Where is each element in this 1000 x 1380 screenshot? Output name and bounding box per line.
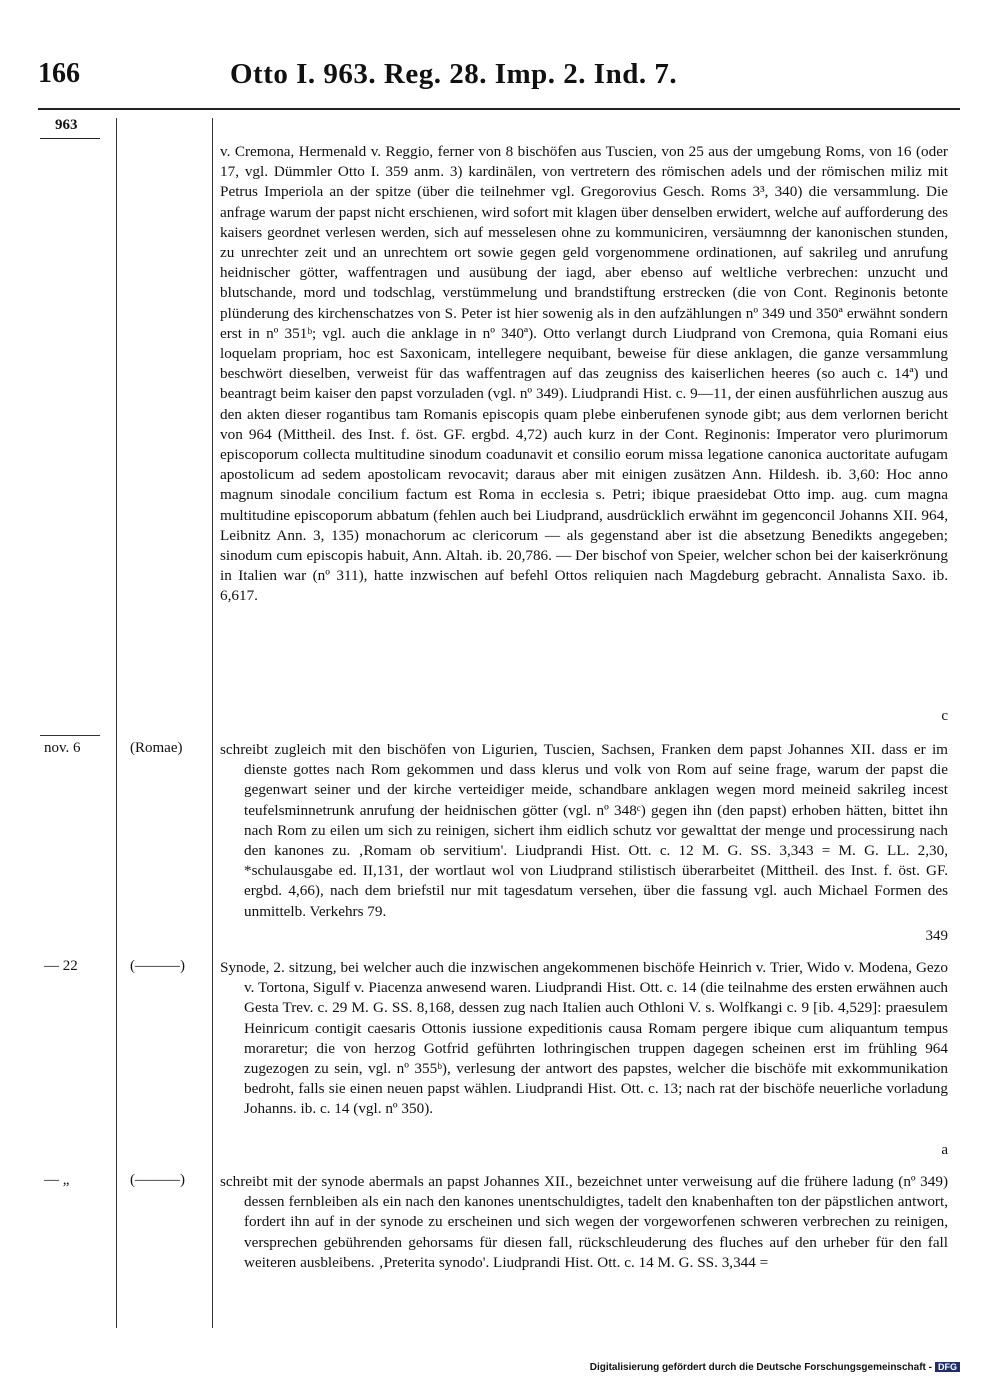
page-title: Otto I. 963. Reg. 28. Imp. 2. Ind. 7. [230, 58, 678, 90]
entry-date: — „ [44, 1172, 70, 1188]
entry-number: a [941, 1142, 948, 1158]
entry-separator [40, 735, 100, 736]
entry-349 [220, 740, 948, 942]
footer-credit [590, 1362, 960, 1373]
page-number: 166 [38, 58, 80, 89]
entry-text: v. Cremona, Hermenald v. Reggio, ferner von 8 bischöfen aus Tuscien, von 25 aus der umgebung Roms, von 16 (oder 17, vgl. Dümmler Otto I. 359 anm. 3) kardinälen, von vertretern des römischen adels und der römischen miliz mit Petrus Imperiola an der spitze (über die teilnehmer vgl. Gregorovius Gesch. Roms 3³, 340) die versammlung. Die anfrage warum der papst nicht erschienen, wird sofort mit klagen über denselben erwidert, welche auf aufforderung des kaisers geordnet verlesen werden, sich auf messelesen ohne zu kommuniciren, versäumnng der kanonischen stunden, zu unrechter zeit und an unrechtem ort sowie gegen geld vorgenommene ordinationen, auf sakrileg und anrufung heidnischer götter, waffentragen und ausübung der iagd, aber ebenso auf weltliche verbrechen: unzucht und blutschande, mord und todschlag, verstümmelung und brandstiftung erstrecken (die von Cont. Reginonis betonte plünderung des kirchenschatzes von S. Peter ist hier sowenig als in den aufzählungen nº 349 und 350ª erwähnt sondern erst in nº 351ᵇ; vgl. auch die anklage in nº 340ª). Otto verlangt durch Liudprand von Cremona, quia Romani eius loquelam propriam, hoc est Saxonicam, intellegere nequibant, beweise für diese anklagen, die ganze versammlung beschwört dieselben, verweist für das waffentragen auf das zeugniss des kaiserlichen heeres (so auch c. 14ª) und beantragt beim kaiser den papst vorzuladen (vgl. nº 349). Liudprandi Hist. c. 9—11, der einen ausführlichen auszug aus den akten dieser rogantibus tam Romanis episcopis quam plebe einberufenen synode gibt; aus dem verlornen bericht von 964 (Mittheil. des Inst. f. öst. GF. ergbd. 4,72) auch kurz in der Cont. Reginonis: Imperator vero plurimorum episcoporum collecta multitudine sinodum coadunavit et consilio eorum missa legatione canonica auctoritate aufugam apostolicum ad sedem apostolicam revocavit; daraus aber mit einigen zusätzen Ann. Hildesh. ib. 3,60: Hoc anno magnum sinodale concilium factum est Roma in ecclesia s. Petri; ibique praesidebat Otto imp. aug. cum magna multitudine episcoporum abbatum (fehlen auch bei Liudprand, ausdrücklich erwähnt im gegenconcil Johanns XII. 964, Leibnitz Ann. 3, 135) monachorum ac clericorum — als gegenstand aber ist die absetzung Benedikts angegeben; sinodum cum episcopis habuit, Ann. Altah. ib. 20,786. — Der bischof von Speier, welcher schon bei der kaiserkrönung in Italien war (nº 311), hatte inzwischen auf befehl Ottos reliquien nach Magdeburg gebracht. Annalista Saxo. ib. 6,617. [220, 143, 948, 605]
column-divider-left [116, 118, 117, 1328]
entry-text: schreibt zugleich mit den bischöfen von Ligurien, Tuscien, Sachsen, Franken dem papst Johannes XII. dass er im dienste gottes nach Rom gekommen und dass klerus und volk von Rom auf seine frage, warum der papst die gegenwart seiner und der kirche verteidiger meide, schandbare anklagen wegen mord meineid sakrileg incest teufelsminnetrunk anrufung der heidnischen götter (vgl. nº 348ᶜ) gegen ihn (den papst) erhoben hätten, bittet ihn nach Rom zu eilen um sich zu reinigen, sichert ihm eidlich schutz vor gewalttat der menge und processirung nach den kanones zu. ‚Romam ob servitium'. Liudprandi Hist. Ott. c. 12 M. G. SS. 3,343 = M. G. LL. 2,30, *schulausgabe ed. II,131, der wortlaut wol von Liudprand stilistisch überarbeitet (Mittheil. des Inst. f. öst. GF. ergbd. 4,66), nach dem briefstil nur mit tagesdatum versehen, über die fassung vgl. auch Michael Formen des unmittelb. Verkehrs 79. [220, 741, 948, 920]
year-marker: 963 [55, 117, 78, 133]
entry-date: nov. 6 [44, 740, 81, 756]
year-underline [40, 138, 100, 139]
entry-number: 349 [925, 928, 948, 944]
entry-text: Synode, 2. sitzung, bei welcher auch die inzwischen angekommenen bischöfe Heinrich v. Trier, Wido v. Modena, Gezo v. Tortona, Sigulf v. Piacenza anwesend waren. Liudprandi Hist. Ott. c. 14 (die teilnahme des ersten erwähnen auch Gesta Trev. c. 29 M. G. SS. 8,168, dessen zug nach Italien auch Othloni V. s. Wolfkangi c. 9 [ib. 4,529]: praesulem Heinricum contigit caesaris Ottonis iussione expeditionis causa Romam pergere ibique cum aliquantum tempus moraretur; die von herzog Gotfrid geführten lothringischen truppen dagegen scheinen erst im frühling 964 zugezogen zu sein, vgl. nº 355ᵇ), verlesung der antwort des papstes, welcher die bischöfe mit exkommunikation bedroht, falls sie einen neuen papst wählen. Liudprandi Hist. Ott. c. 13; nach rat der bischöfe neuerliche vorladung Johanns. ib. c. 14 (vgl. nº 350). [220, 959, 948, 1118]
header-rule [38, 108, 960, 110]
entry-350b [220, 1172, 948, 1314]
entry-place: (———) [130, 958, 185, 974]
dfg-logo: DFG [935, 1362, 960, 1372]
entry-place: (Romae) [130, 740, 183, 756]
entry-number: c [941, 708, 948, 724]
entry-350a [220, 958, 948, 1162]
footer-text: Digitalisierung gefördert durch die Deutsche Forschungsgemeinschaft - [589, 1362, 932, 1373]
entry-continuation [220, 142, 948, 728]
entry-date: — 22 [44, 958, 78, 974]
entry-place: (———) [130, 1172, 185, 1188]
entry-text: schreibt mit der synode abermals an papst Johannes XII., bezeichnet unter verweisung auf die frühere ladung (nº 349) dessen fernbleiben als ein nach den kanones unentschuldigtes, tadelt den knabenhaften ton der päpstlichen antwort, fordert ihn auf in der synode zu erscheinen und sich wegen der vorgeworfenen schweren verbrechen zu reinigen, versprechen gebührenden gehorsams für diesen fall, rückschleuderung des fluches auf den urheber für den fall weiteren ausbleibens. ‚Preterita synodo'. Liudprandi Hist. Ott. c. 14 M. G. SS. 3,344 = [220, 1173, 948, 1271]
column-divider-right [212, 118, 213, 1328]
